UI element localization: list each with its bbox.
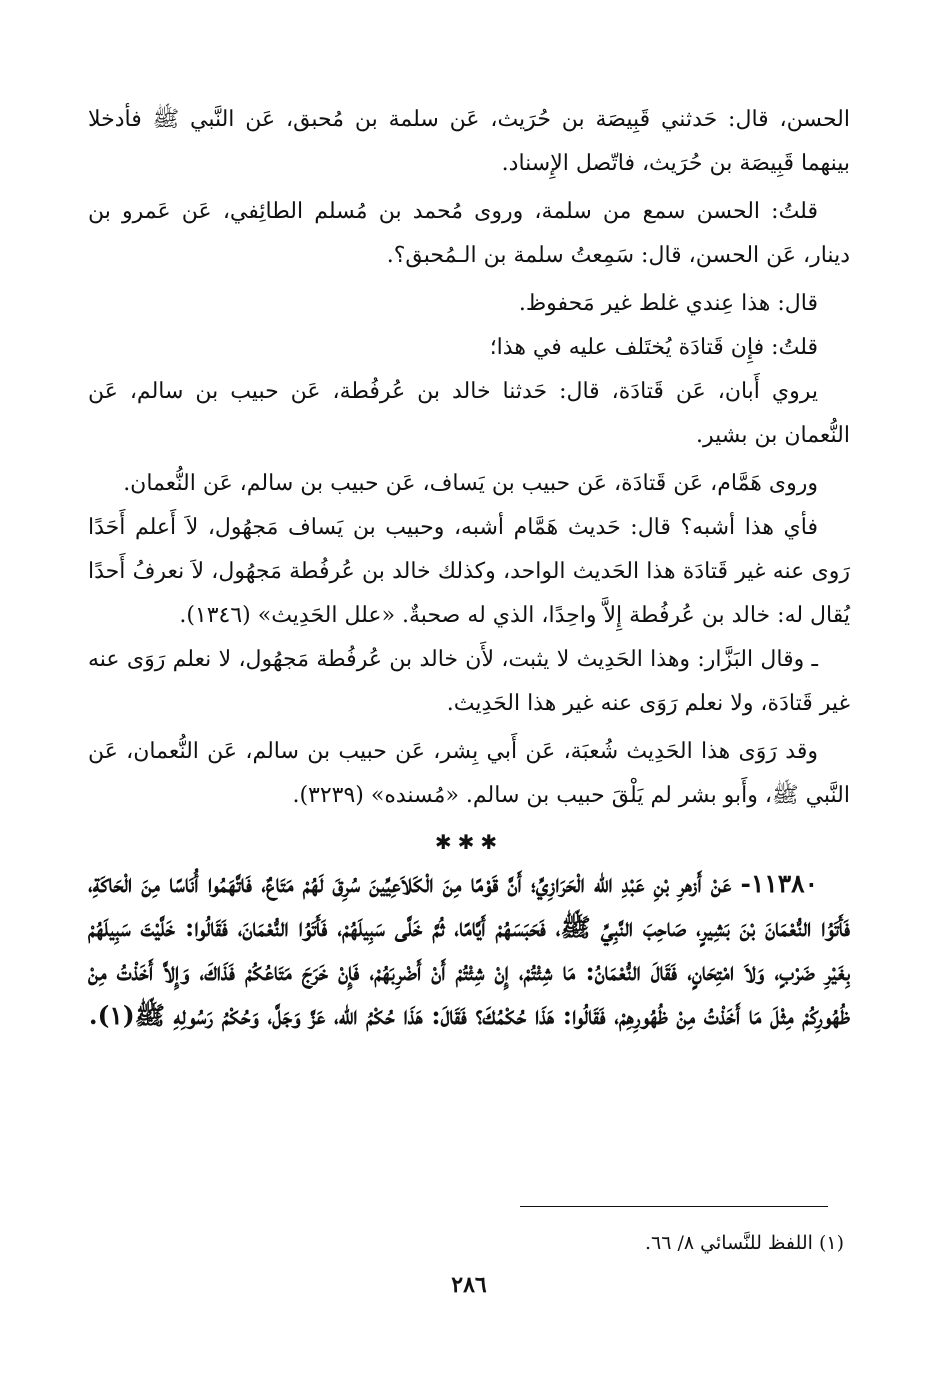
section-separator: ✱✱✱	[434, 830, 504, 854]
paragraph-2: قلتُ: الحسن سمع من سلمة، وروى مُحمد بن مُسلم الطائِفي، عَن عَمرو بن دينار، عَن الحسن، قال: سَمِعتُ سلمة بن الـمُحبق؟.	[88, 199, 850, 268]
paragraph-4: قلتُ: فإِن قَتادَة يُختَلف عليه في هذا؛	[489, 335, 818, 360]
footnote: (١) اللفظ للنَّسائي ٨/ ٦٦.	[645, 1232, 844, 1254]
footnote-divider	[520, 1206, 828, 1207]
paragraph-9: وقد رَوَى هذا الحَدِيث شُعبَة، عَن أَبي بِشر، عَن حبيب بن سالم، عَن النُّعمان، عَن النَّبي ﷺ، وأَبو بشر لم يَلْقَ حبيب بن سالم. «مُسنده» (٣٢٣٩).	[88, 739, 850, 808]
paragraph-1: الحسن، قال: حَدثني قَبِيصَة بن حُرَيث، عَن سلمة بن مُحبق، عَن النَّبي ﷺ فأدخلا بينهما قَبِيصَة بن حُرَيث، فاتّصل الإِسناد.	[88, 107, 850, 176]
paragraph-3: قال: هذا عِندي غلط غير مَحفوظ.	[518, 291, 818, 316]
paragraph-5: يروي أَبان، عَن قَتادَة، قال: حَدثنا خالد بن عُرفُطة، عَن حبيب بن سالم، عَن النُّعمان بن بشير.	[88, 379, 850, 448]
paragraph-8: ـ وقال البَزَّار: وهذا الحَدِيث لا يثبت، لأَن خالد بن عُرفُطة مَجهُول، لا نعلم رَوَى عنه غير قَتادَة، ولا نعلم رَوَى عنه غير هذا الحَدِيث.	[88, 647, 850, 716]
page-number: ٢٨٦	[451, 1272, 487, 1298]
page-body	[88, 98, 850, 1038]
paragraph-6: وروى هَمَّام، عَن قَتادَة، عَن حبيب بن يَساف، عَن حبيب بن سالم، عَن النُّعمان.	[123, 471, 818, 496]
hadith-text: ١١٣٨٠- عَنْ أَزهرِ بْنِ عَبْدِ الله الْحَرَازِيِّ؛ أَنَّ قَوْمًا مِنَ الْكَلاَعِيِّينَ سُرِقَ لَهُمْ مَتَاعٌ، فَاتَّهَمُوا أُنَاسًا مِنَ الْحَاكَةِ، فَأَتَوُا النُّعْمَانَ بْنَ بَشِيرٍ، صَاحِبَ النَّبِيِّ ﷺ، فَحَبَسَهُمْ أَيَّامًا، ثُمَّ خَلَّى سَبِيلَهُمْ، فَأَتَوُا النُّعْمَانَ، فَقَالُوا: خَلَّيْتَ سَبِيلَهُمْ بِغَيْرِ ضَرْبٍ، وَلاَ امْتِحَانٍ، فَقَالَ النُّعْمَانُ: مَا شِئْتُمْ، إِنْ شِئْتُمْ أَنْ أَضْرِبَهُمْ، فَإِنْ خَرَجَ مَتَاعُكُمْ فَذَاكَ، وَإِلاَّ أَخَذْتُ مِنْ ظُهُورِكُمْ مِثْلَ مَا أَخَذْتُ مِنْ ظُهُورِهِمْ، فَقَالُوا: هَذَا حُكْمُكَ؟ فَقَالَ: هَذَا حُكْمُ الله، عَزَّ وَجَلَّ، وَحُكْمُ رَسُولِهِ ﷺ(١).	[88, 869, 850, 1030]
paragraph-7: فأي هذا أشبه؟ قال: حَديث هَمَّام أشبه، وحبيب بن يَساف مَجهُول، لاَ أَعلم أَحَدًا رَوى عنه غير قَتادَة هذا الحَديث الواحد، وكذلك خالد بن عُرفُطة مَجهُول، لاَ نعرفُ أَحدًا يُقال له: خالد بن عُرفُطة إِلاَّ واحِدًا، الذي له صحبةٌ. «علل الحَدِيث» (١٣٤٦).	[88, 515, 850, 628]
